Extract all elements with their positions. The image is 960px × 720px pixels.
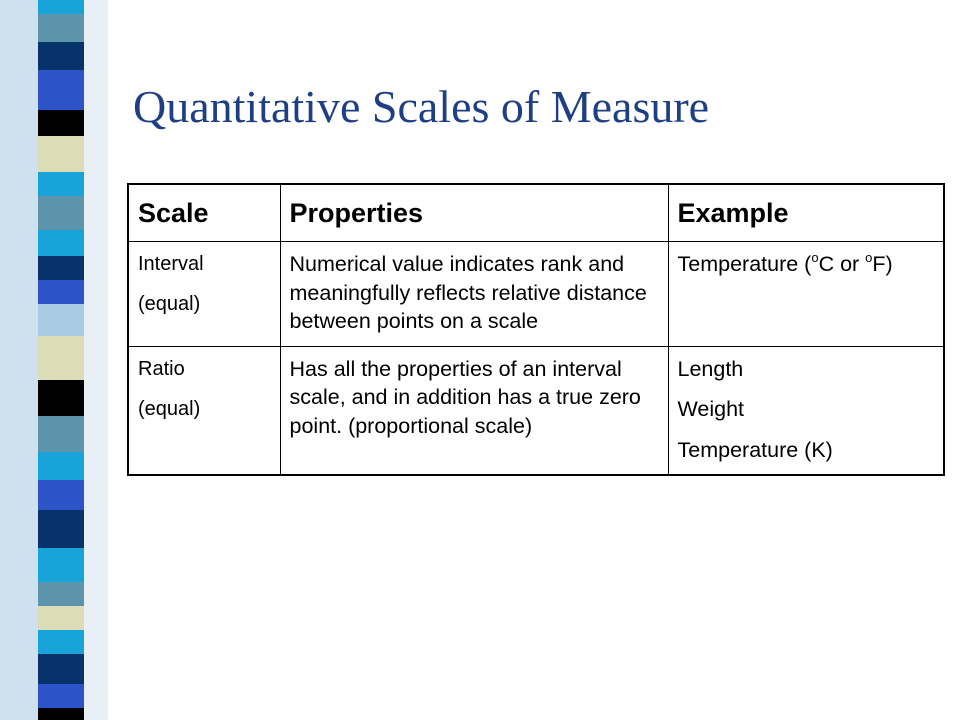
color-block-strip xyxy=(0,0,108,720)
degree-symbol: o xyxy=(811,250,819,265)
example-text: F) xyxy=(872,252,893,276)
side-bar-left-fade xyxy=(0,0,38,720)
table-row-ratio xyxy=(128,346,944,475)
example-item: Temperature (K) xyxy=(677,437,833,462)
color-block xyxy=(38,654,84,684)
color-block xyxy=(38,606,84,630)
example-item: Length xyxy=(677,356,744,381)
scale-name: Ratio xyxy=(138,357,185,380)
table-header-row xyxy=(128,184,944,242)
scale-qualifier: (equal) xyxy=(138,397,201,420)
properties-cell: Has all the properties of an interval scale, and in addition has a true zero point. (proportional scale) xyxy=(280,346,668,475)
color-block xyxy=(38,42,84,70)
scale-qualifier: (equal) xyxy=(138,293,201,315)
color-block xyxy=(38,708,84,720)
color-block xyxy=(38,110,84,136)
scale-cell xyxy=(128,346,280,475)
color-block xyxy=(38,280,84,304)
color-block xyxy=(38,630,84,654)
color-block xyxy=(38,136,84,172)
scale-cell xyxy=(128,242,280,347)
color-block xyxy=(38,684,84,708)
color-block xyxy=(38,380,84,416)
color-block xyxy=(38,230,84,256)
color-block xyxy=(38,256,84,280)
header-scale: Scale xyxy=(128,184,280,242)
example-cell xyxy=(668,242,944,347)
color-block xyxy=(38,452,84,480)
properties-cell: Numerical value indicates rank and meaningfully reflects relative distance between points on a scale xyxy=(280,242,668,347)
decorative-side-bar xyxy=(0,0,108,720)
color-block xyxy=(38,416,84,452)
slide-title: Quantitative Scales of Measure xyxy=(133,81,710,132)
color-block xyxy=(38,510,84,548)
color-block xyxy=(38,70,84,110)
header-properties: Properties xyxy=(280,184,668,242)
degree-symbol: o xyxy=(865,250,873,265)
table-row-interval xyxy=(128,242,944,347)
color-block xyxy=(38,14,84,42)
scales-table xyxy=(127,183,945,476)
example-item: Weight xyxy=(677,397,745,421)
color-block xyxy=(38,0,84,14)
example-text: C or xyxy=(818,252,866,276)
scale-name: Interval xyxy=(138,253,204,275)
color-block xyxy=(38,548,84,582)
example-cell xyxy=(668,346,944,475)
color-block xyxy=(38,582,84,606)
color-block xyxy=(38,336,84,380)
example-text: Temperature ( xyxy=(677,252,812,276)
color-block xyxy=(38,196,84,230)
color-block xyxy=(38,480,84,510)
header-example: Example xyxy=(668,184,944,242)
color-block xyxy=(38,172,84,196)
side-bar-right-fade xyxy=(84,0,108,720)
color-block xyxy=(38,304,84,336)
